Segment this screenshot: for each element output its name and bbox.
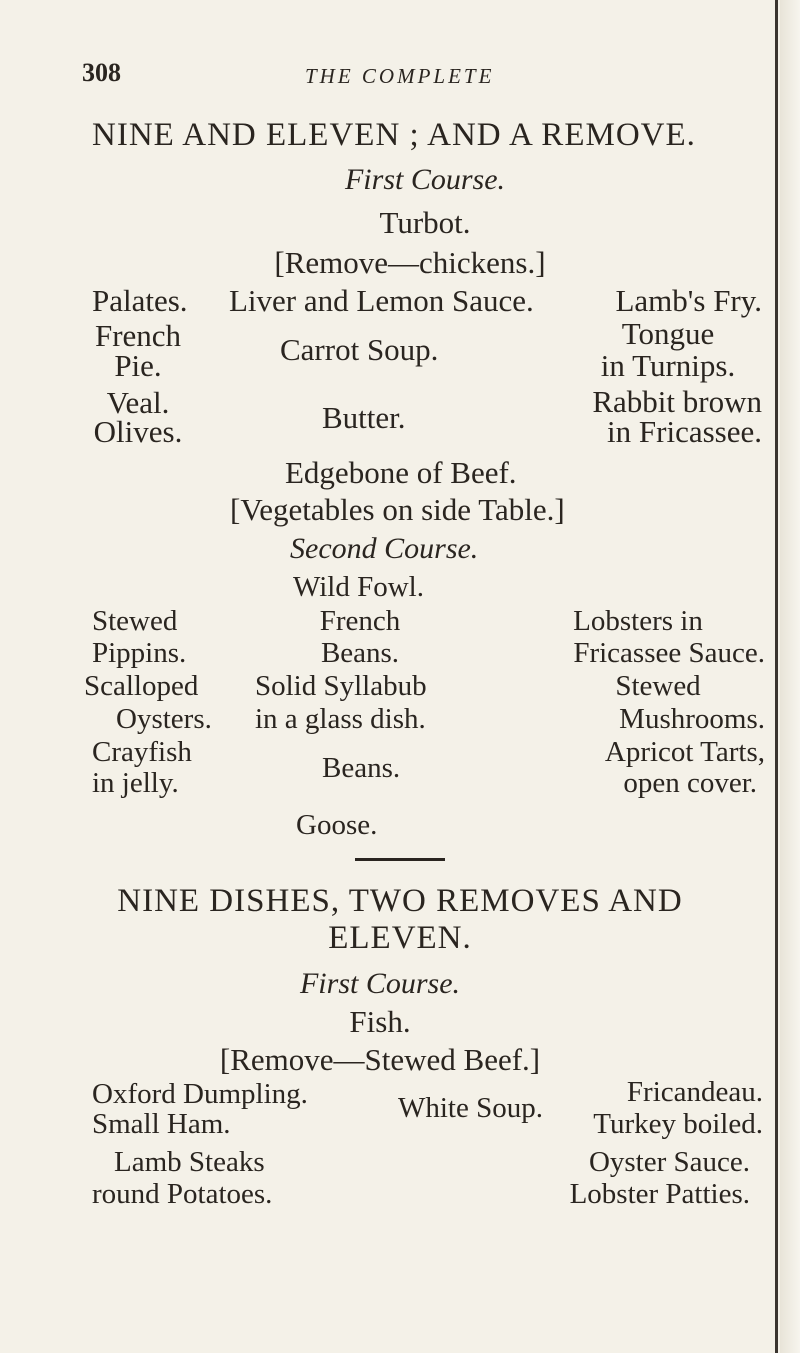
dish-mushrooms-1: Stewed bbox=[615, 670, 701, 702]
dish-fricandeau: Fricandeau. bbox=[626, 1076, 763, 1108]
dish-turkey-boiled: Turkey boiled. bbox=[593, 1108, 763, 1140]
dish-liver: Liver and Lemon Sauce. bbox=[229, 283, 534, 318]
menu2-first-course-label: First Course. bbox=[299, 967, 461, 1000]
dish-apricot-2: open cover. bbox=[623, 767, 757, 799]
dish-carrot-soup: Carrot Soup. bbox=[280, 332, 439, 367]
dish-lamb-steaks-1: Lamb Steaks bbox=[114, 1146, 265, 1178]
dish-lamb-steaks-2: round Potatoes. bbox=[92, 1178, 273, 1210]
menu1-second-course-label: Second Course. bbox=[290, 532, 479, 565]
dish-syllabub-1: Solid Syllabub bbox=[255, 670, 427, 702]
dish-scalloped-oysters-1: Scalloped bbox=[84, 670, 199, 702]
dish-crayfish-1: Crayfish bbox=[92, 736, 192, 768]
dish-french-pie-2: Pie. bbox=[114, 348, 162, 383]
dish-french-pie-1: French bbox=[94, 318, 182, 353]
dish-tongue-1: Tongue bbox=[621, 316, 715, 351]
note-vegetables: [Vegetables on side Table.] bbox=[230, 492, 565, 527]
remove-stewed-beef: [Remove—Stewed Beef.] bbox=[219, 1042, 541, 1077]
dish-tongue-2: in Turnips. bbox=[600, 348, 736, 383]
dish-lobster-patties: Lobster Patties. bbox=[569, 1178, 750, 1210]
menu1-first-course-label: First Course. bbox=[344, 163, 506, 196]
dish-lobsters-2: Fricassee Sauce. bbox=[573, 637, 765, 669]
dish-turbot: Turbot. bbox=[379, 205, 471, 240]
dish-french-beans-2: Beans. bbox=[320, 637, 400, 669]
remove-chickens: [Remove—chickens.] bbox=[274, 245, 546, 280]
dish-small-ham: Small Ham. bbox=[92, 1108, 231, 1140]
dish-french-beans-1: French bbox=[319, 605, 401, 637]
menu1-title: NINE AND ELEVEN ; AND A REMOVE. bbox=[92, 117, 696, 153]
dish-stewed-pippins-1: Stewed bbox=[92, 605, 178, 637]
menu2-title-line1: NINE DISHES, TWO REMOVES AND bbox=[117, 883, 683, 919]
page-edge-line bbox=[775, 0, 778, 1353]
dish-lambs-fry: Lamb's Fry. bbox=[615, 283, 762, 318]
dish-stewed-pippins-2: Pippins. bbox=[92, 637, 187, 669]
dish-veal-olives-1: Veal. bbox=[106, 385, 170, 420]
section-divider bbox=[355, 858, 445, 861]
dish-palates: Palates. bbox=[92, 283, 188, 318]
dish-scalloped-oysters-2: Oysters. bbox=[116, 703, 212, 735]
dish-white-soup: White Soup. bbox=[398, 1092, 543, 1124]
dish-mushrooms-2: Mushrooms. bbox=[619, 703, 765, 735]
dish-lobsters-1: Lobsters in bbox=[573, 605, 703, 637]
dish-apricot-1: Apricot Tarts, bbox=[604, 736, 765, 768]
page-edge bbox=[780, 0, 800, 1353]
menu2-title-line2: ELEVEN. bbox=[328, 920, 472, 956]
dish-butter: Butter. bbox=[322, 400, 406, 435]
dish-wild-fowl: Wild Fowl. bbox=[293, 571, 424, 603]
dish-syllabub-2: in a glass dish. bbox=[255, 703, 426, 735]
dish-oxford-dumpling: Oxford Dumpling. bbox=[92, 1078, 308, 1110]
dish-fish: Fish. bbox=[349, 1004, 411, 1039]
dish-veal-olives-2: Olives. bbox=[93, 414, 183, 449]
dish-goose: Goose. bbox=[296, 809, 378, 841]
running-head: THE COMPLETE bbox=[305, 64, 495, 88]
dish-rabbit-2: in Fricassee. bbox=[607, 414, 762, 449]
dish-beans: Beans. bbox=[322, 752, 401, 784]
dish-oyster-sauce: Oyster Sauce. bbox=[588, 1146, 750, 1178]
page-number: 308 bbox=[82, 58, 121, 87]
dish-rabbit-1: Rabbit brown bbox=[592, 384, 762, 419]
dish-crayfish-2: in jelly. bbox=[92, 767, 179, 799]
dish-edgebone: Edgebone of Beef. bbox=[285, 455, 517, 490]
